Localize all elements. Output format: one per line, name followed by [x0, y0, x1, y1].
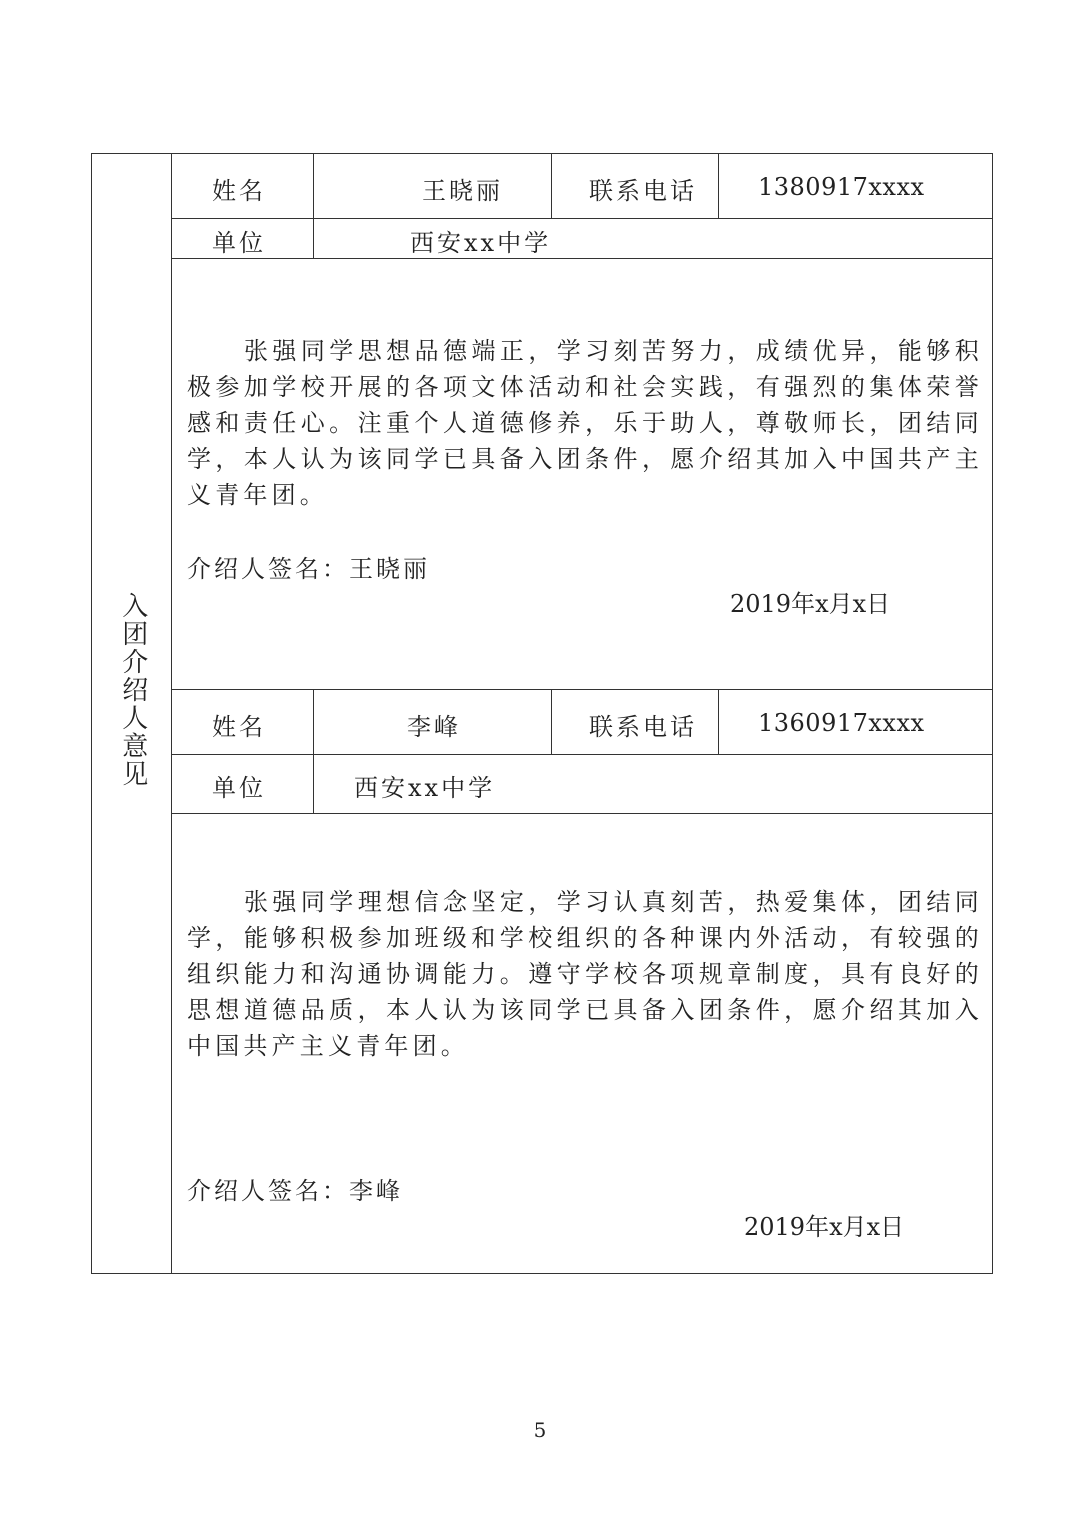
phone-value-2: 1360917xxxx — [758, 709, 925, 737]
side-title: 入团介绍人意见 — [117, 592, 148, 788]
phone-value-1: 1380917xxxx — [758, 173, 925, 201]
unit-value-2: 西安xx中学 — [354, 774, 496, 802]
divider — [172, 754, 992, 755]
divider — [172, 813, 992, 814]
divider — [172, 218, 992, 219]
name-value-2: 李峰 — [407, 713, 461, 741]
side-column — [92, 154, 172, 1273]
page-number: 5 — [533, 1418, 547, 1442]
divider — [313, 218, 314, 258]
date-2: 2019年x月x日 — [744, 1213, 905, 1241]
phone-label-2: 联系电话 — [589, 713, 697, 741]
opinion-text-1: 张强同学思想品德端正，学习刻苦努力，成绩优异，能够积极参加学校开展的各项文体活动和社会实践，有强烈的集体荣誉感和责任心。注重个人道德修养，乐于助人，尊敬师长，团结同学，本人认为该同学已具备入团条件，愿介绍其加入中国共产主义青年团。 — [187, 337, 983, 509]
divider — [718, 154, 719, 218]
signature-1: 介绍人签名：王晓丽 — [187, 555, 430, 583]
unit-value-1: 西安xx中学 — [410, 229, 552, 257]
divider — [313, 689, 314, 754]
divider — [718, 689, 719, 754]
name-label-1: 姓名 — [212, 177, 266, 205]
divider — [551, 689, 552, 754]
introducer-opinion-table — [91, 153, 993, 1274]
divider — [313, 154, 314, 218]
phone-label-1: 联系电话 — [589, 177, 697, 205]
name-value-1: 王晓丽 — [422, 177, 503, 205]
divider — [551, 154, 552, 218]
signature-2: 介绍人签名：李峰 — [187, 1177, 403, 1205]
opinion-text-2: 张强同学理想信念坚定，学习认真刻苦，热爱集体，团结同学，能够积极参加班级和学校组织的各种课内外活动，有较强的组织能力和沟通协调能力。遵守学校各项规章制度，具有良好的思想道德品质，本人认为该同学已具备入团条件，愿介绍其加入中国共产主义青年团。 — [187, 888, 983, 1060]
unit-label-1: 单位 — [212, 229, 266, 257]
date-1: 2019年x月x日 — [730, 590, 891, 618]
name-label-2: 姓名 — [212, 713, 266, 741]
divider — [313, 754, 314, 813]
divider — [172, 689, 992, 690]
divider — [172, 258, 992, 259]
unit-label-2: 单位 — [212, 774, 266, 802]
